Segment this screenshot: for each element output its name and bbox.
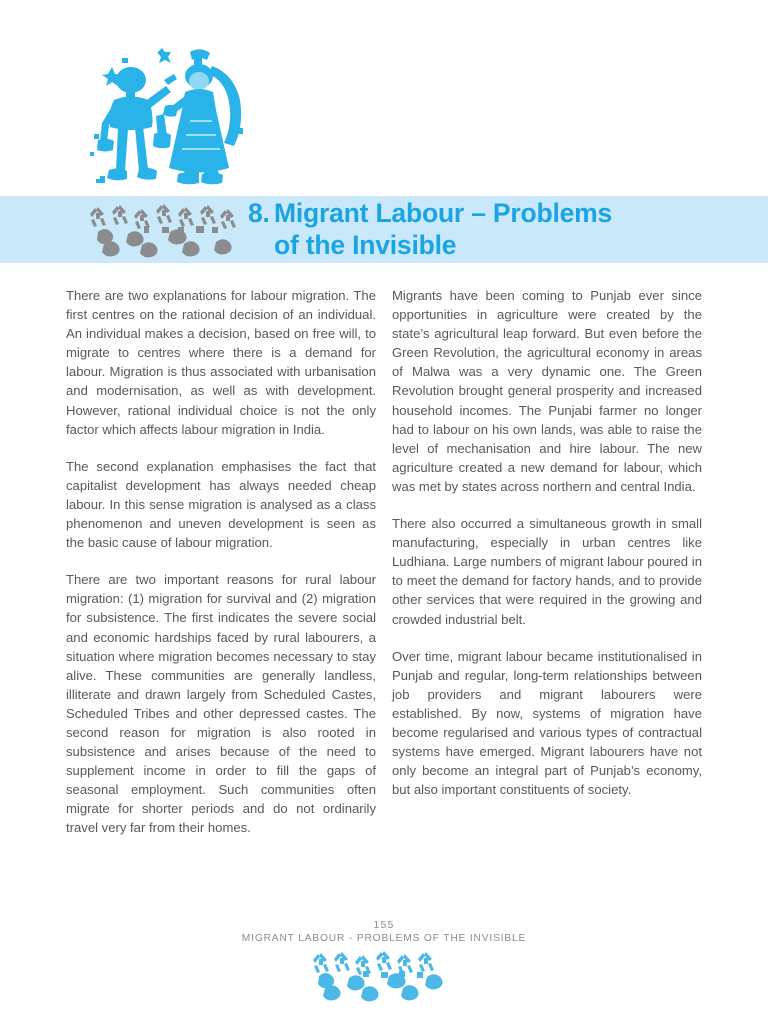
paragraph: The second explanation emphasises the fact that capitalist development has always needed cheap labour. In this sense migration is analysed as a class phenomenon and uneven development is seen as the basic cause of labour migration. <box>66 458 376 551</box>
running-head: MIGRANT LABOUR - PROBLEMS OF THE INVISIBLE <box>241 933 527 944</box>
paragraph: There are two explanations for labour migration. The first centres on the rational decision of an individual. An individual makes a decision, based on free will, to migrate to centres where there is a demand for labour. Migration is thus associated with urbanisation and modernisation, as well as with development. However, rational individual choice is not the only factor which affects labour migration in India. <box>66 288 376 437</box>
chapter-title-line1: Migrant Labour – Problems <box>274 198 613 228</box>
paragraph: There also occurred a simultaneous growth in small manufacturing, especially in urban centres like Ludhiana. Large numbers of migrant labour poured in to meet the demand for factory hands, and to provide other services that were required in the growing and crowded industrial belt. <box>392 516 702 627</box>
two-folk-figures-illustration <box>86 48 266 196</box>
chapter-number: 8. <box>248 198 270 228</box>
hero-illustration-area <box>0 0 768 196</box>
left-text-column <box>66 286 376 838</box>
chapter-title-line2: of the Invisible <box>274 230 457 260</box>
chapter-title <box>248 197 748 261</box>
chapter-title-banner <box>0 196 768 263</box>
grey-folk-motif-ornament <box>86 200 244 258</box>
page-number: 155 <box>373 919 395 931</box>
paragraph: Over time, migrant labour became institutionalised in Punjab and regular, long-term relationships between job providers and migrant labourers were established. By now, systems of migration have become regularised and various types of contractual systems have emerged. Migrant labourers have not only become an integral part of Punjab’s economy, but also important constituents of society. <box>392 648 702 798</box>
right-text-column <box>392 286 702 799</box>
cyan-folk-motif-ornament <box>309 948 459 1004</box>
paragraph: Migrants have been coming to Punjab ever since opportunities in agriculture were created by the state’s agricultural leap forward. But even before the Green Revolution, the agricultural economy in areas of Malwa was a very dynamic one. The Green Revolution brought general prosperity and increased household incomes. The Punjabi farmer no longer had to labour on his own lands, was able to raise the level of mechanisation and hire labour. The new agriculture created a new demand for labour, which was met by states across northern and central India. <box>392 288 702 494</box>
paragraph: There are two important reasons for rural labour migration: (1) migration for survival and (2) migration for subsistence. The first indicates the severe social and economic hardships faced by rural labourers, a situation where migration becomes necessary to stay alive. These communities are generally landless, illiterate and drawn largely from Scheduled Castes, Scheduled Tribes and other depressed castes. The second reason for migration is also rooted in subsistence and arises because of the need to supplement income in order to fill the gaps of seasonal employment. Such communities often migrate for shorter periods and do not ordinarily travel very far from their homes. <box>66 572 376 836</box>
page-footer <box>0 918 768 1009</box>
